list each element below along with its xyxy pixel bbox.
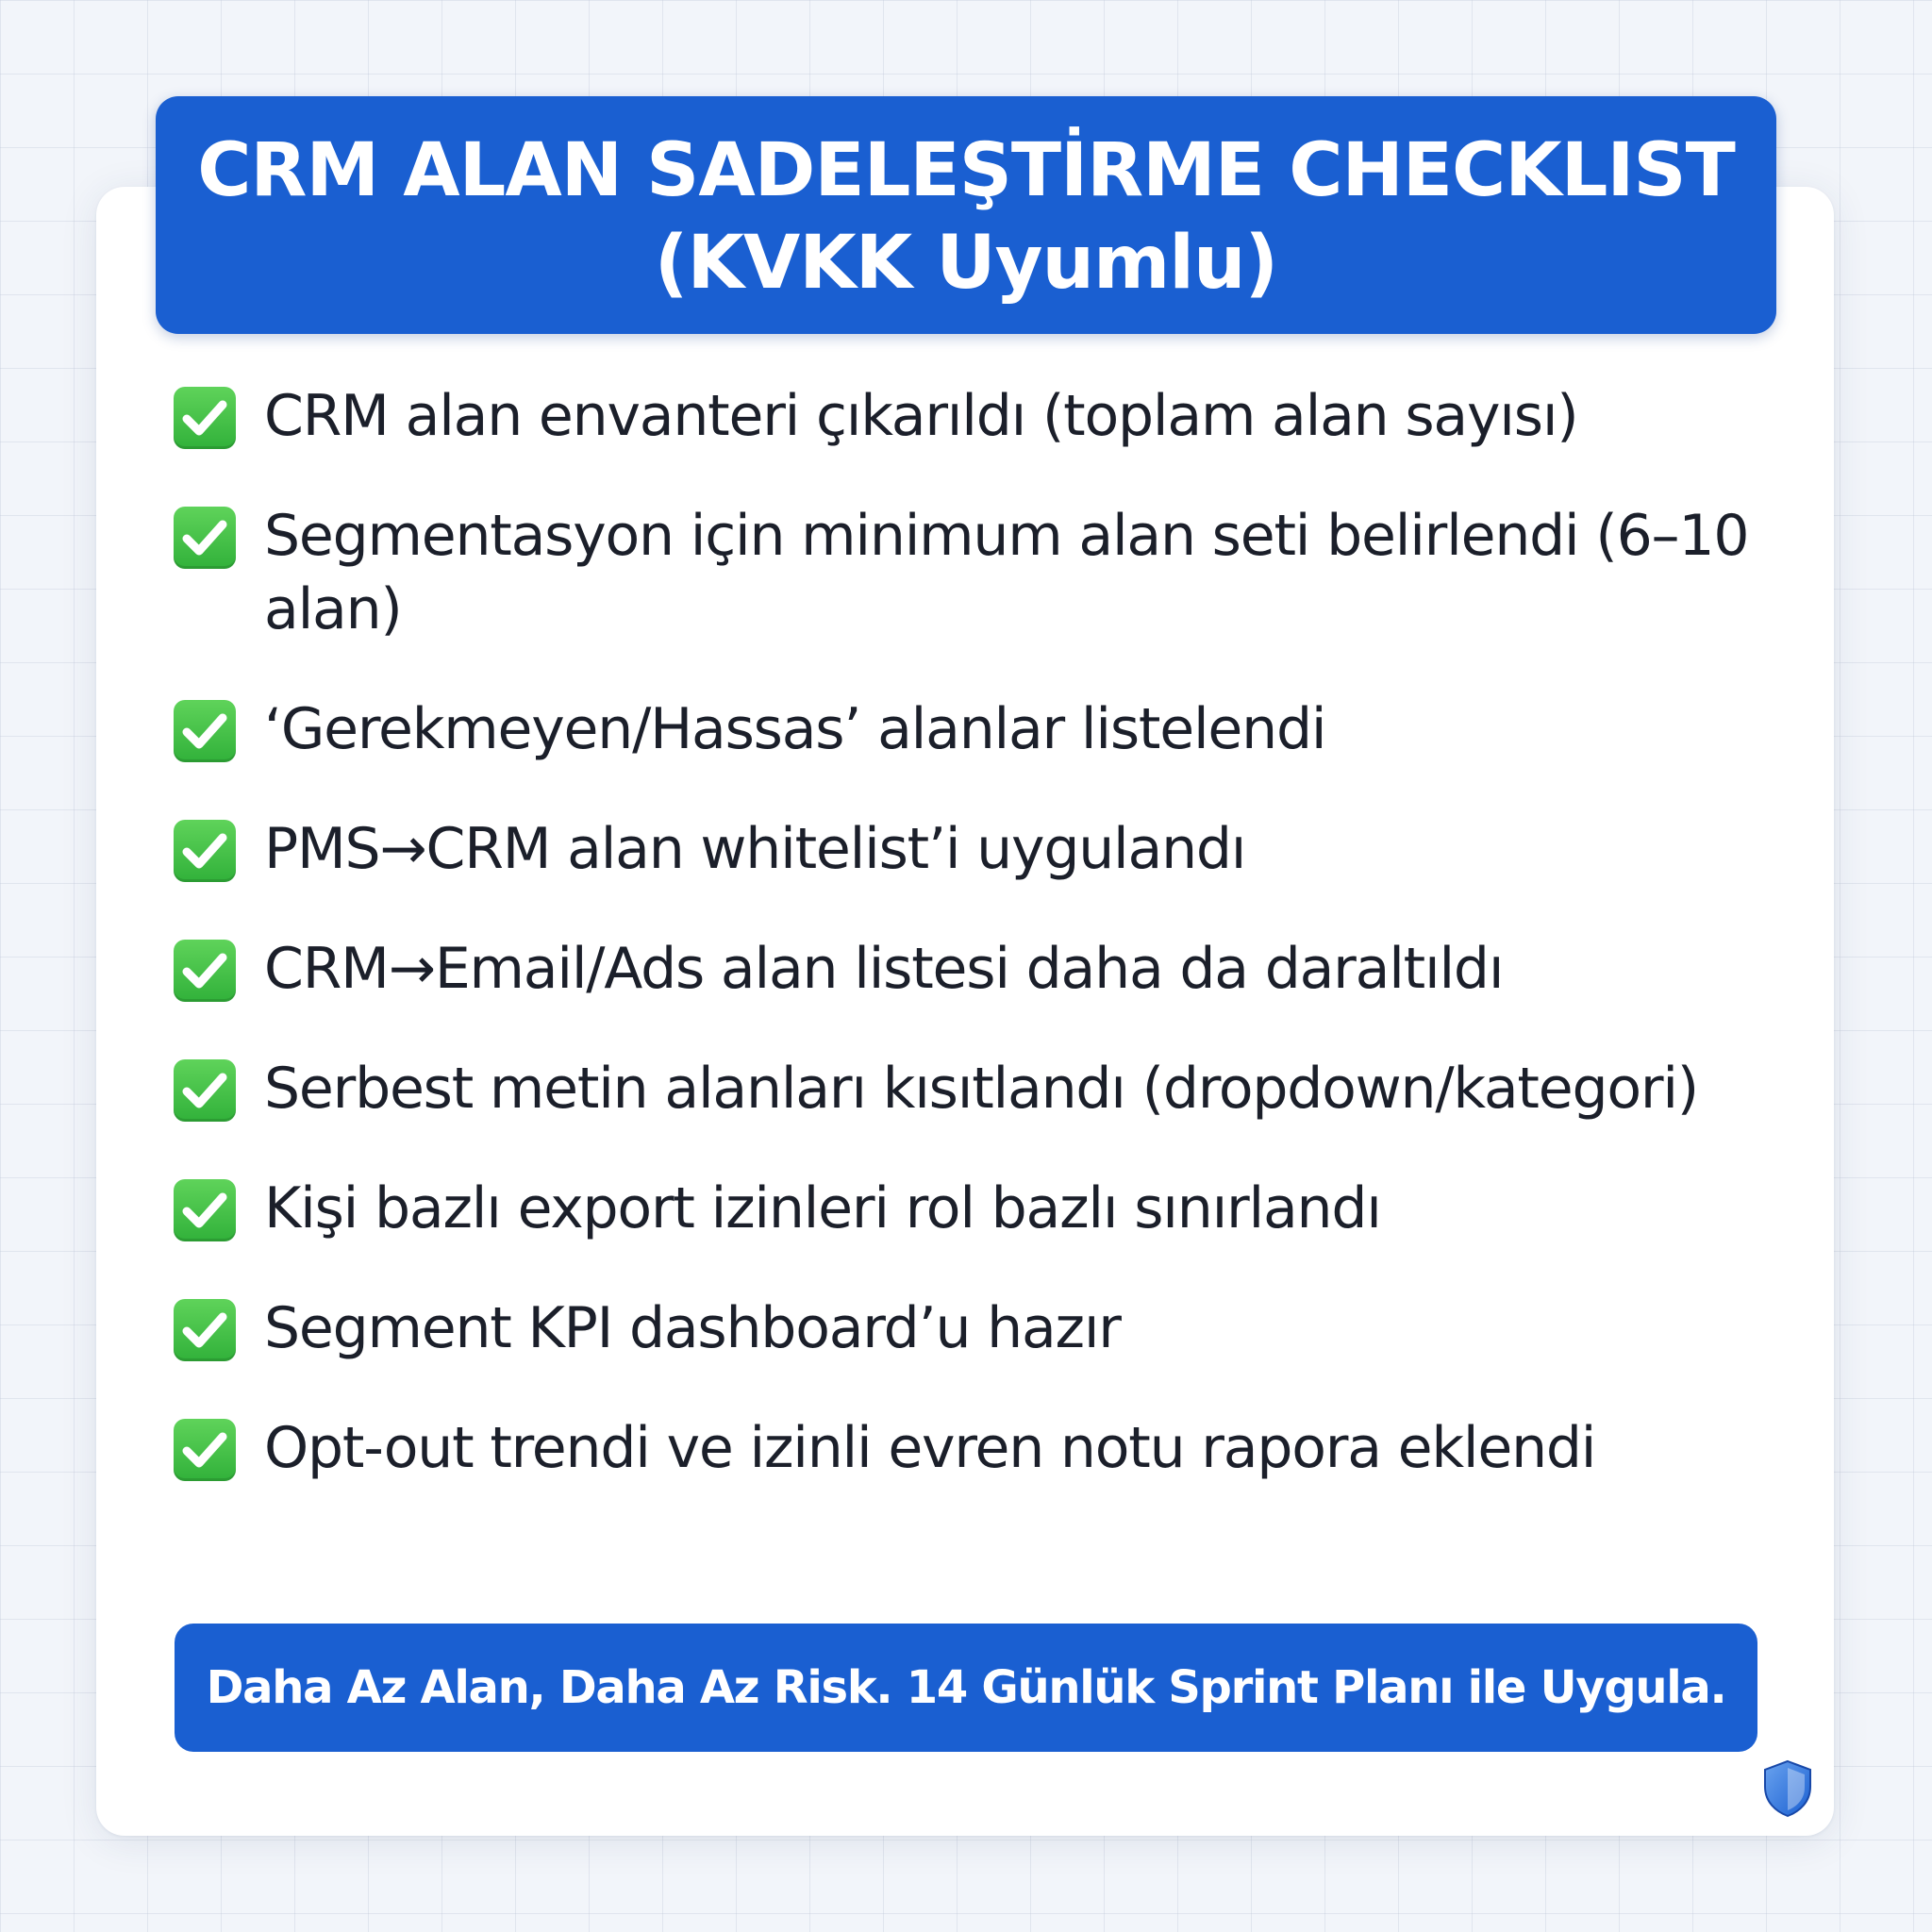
check-mark-icon — [174, 940, 236, 1002]
checklist-item-label: Segment KPI dashboard’u hazır — [264, 1295, 1121, 1361]
checklist-item-label: CRM→Email/Ads alan listesi daha da daraltıldı — [264, 936, 1504, 1002]
call-to-action-banner — [175, 1624, 1757, 1752]
checklist-item-label: Segmentasyon için minimum alan seti belirlendi (6–10 alan) — [264, 503, 1749, 642]
title-line-1: CRM ALAN SADELEŞTİRME CHECKLIST — [197, 128, 1735, 213]
check-mark-icon — [174, 387, 236, 449]
check-mark-icon — [174, 1299, 236, 1361]
checklist-item — [170, 1291, 1792, 1365]
checklist-item-label: CRM alan envanteri çıkarıldı (toplam alan sayısı) — [264, 383, 1578, 449]
checklist — [170, 379, 1792, 1531]
checklist-item — [170, 1411, 1792, 1485]
checklist-item — [170, 1052, 1792, 1125]
check-mark-icon — [174, 1419, 236, 1481]
title-line-2: (KVKK Uyumlu) — [654, 221, 1278, 306]
checklist-item — [170, 379, 1792, 453]
check-mark-icon — [174, 1179, 236, 1241]
checklist-item — [170, 812, 1792, 886]
checklist-item-label: PMS→CRM alan whitelist’i uygulandı — [264, 816, 1246, 882]
check-mark-icon — [174, 700, 236, 762]
check-mark-icon — [174, 820, 236, 882]
checklist-item-label: Opt-out trendi ve izinli evren notu rapora eklendi — [264, 1415, 1596, 1481]
checklist-item — [170, 499, 1792, 646]
check-mark-icon — [174, 507, 236, 569]
checklist-item-label: ‘Gerekmeyen/Hassas’ alanlar listelendi — [264, 696, 1326, 762]
call-to-action-text: Daha Az Alan, Daha Az Risk. 14 Günlük Sprint Planı ile Uygula. — [206, 1661, 1726, 1714]
checklist-item — [170, 692, 1792, 766]
checklist-item-label: Serbest metin alanları kısıtlandı (dropdown/kategori) — [264, 1056, 1699, 1122]
checklist-item — [170, 1172, 1792, 1245]
shield-icon — [1761, 1758, 1814, 1819]
checklist-item-label: Kişi bazlı export izinleri rol bazlı sınırlandı — [264, 1175, 1381, 1241]
checklist-item — [170, 932, 1792, 1006]
check-mark-icon — [174, 1059, 236, 1122]
title-banner — [156, 96, 1776, 334]
